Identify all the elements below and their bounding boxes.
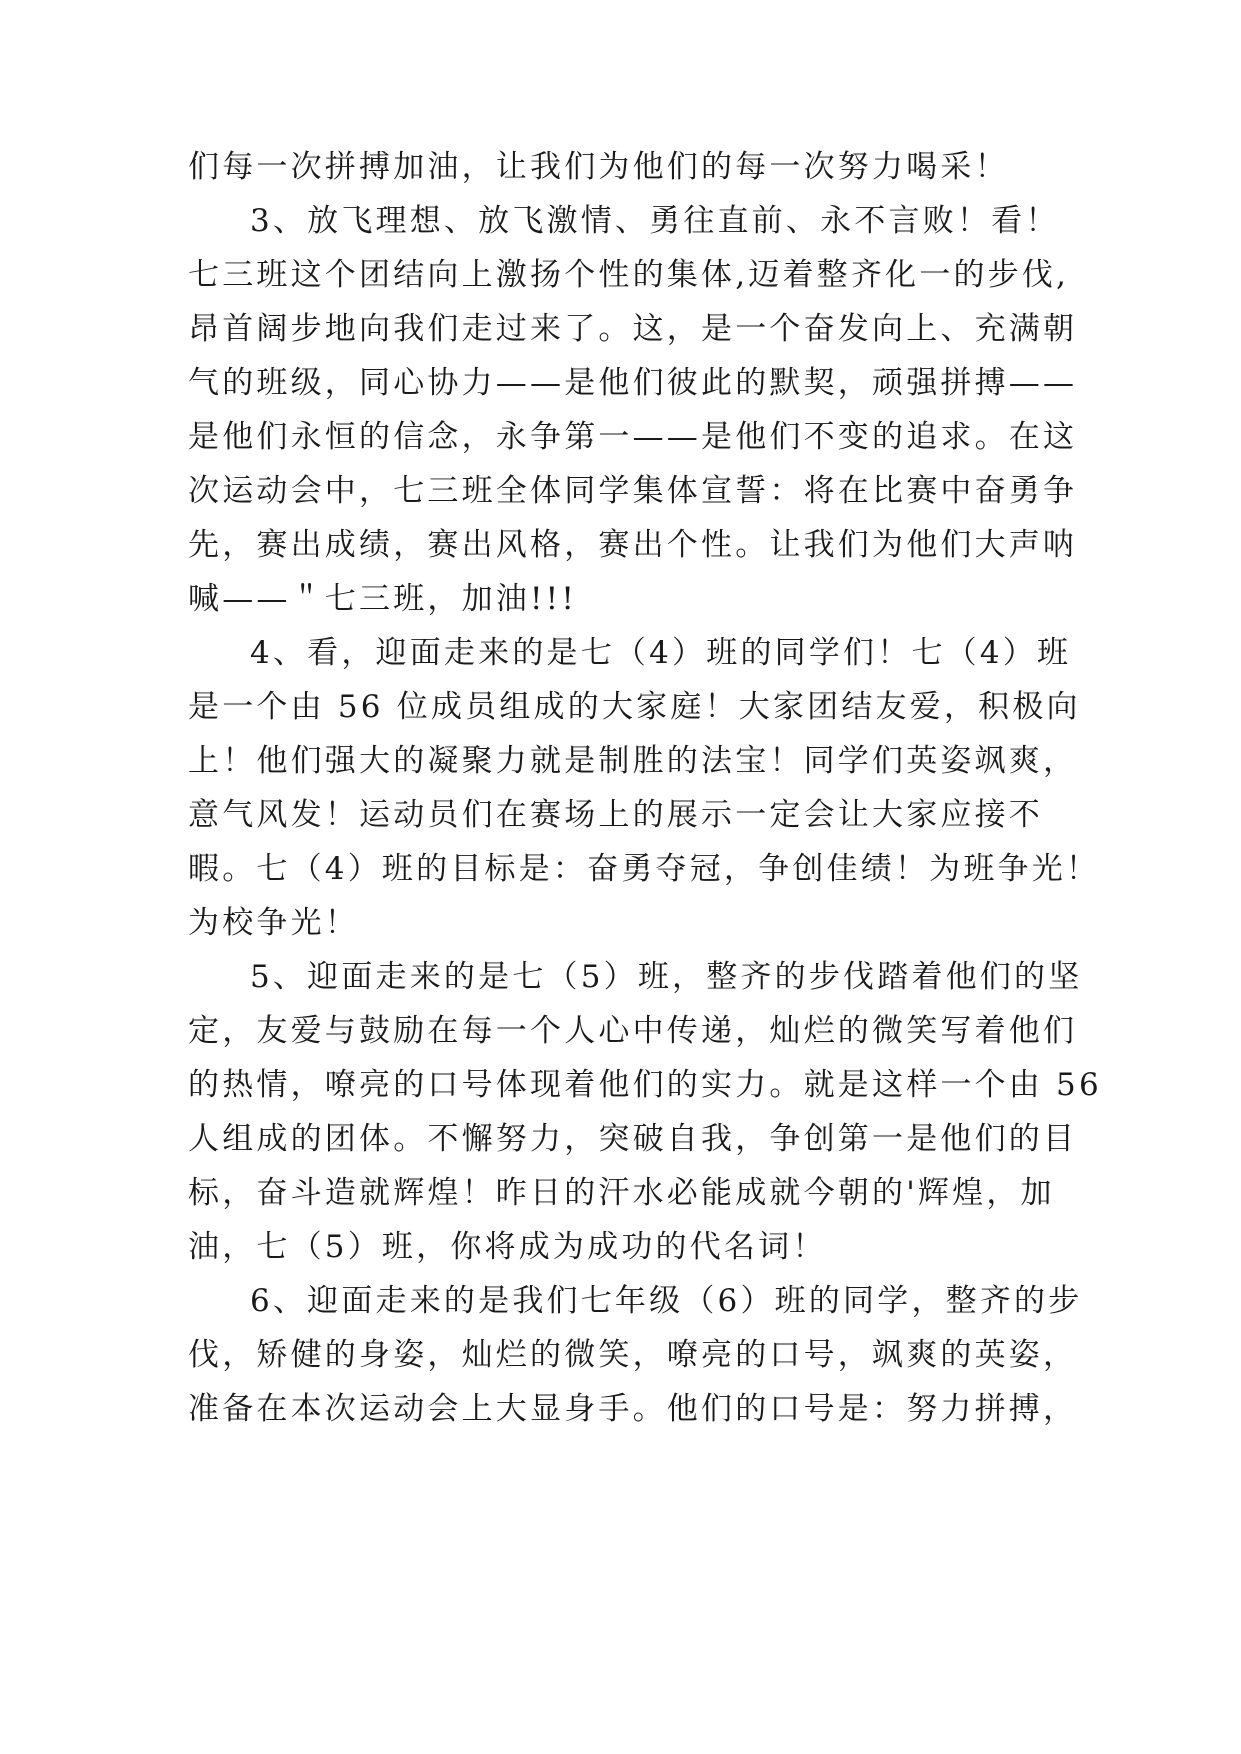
- text-line-8: 先，赛出成绩，赛出风格，赛出个性。让我们为他们大声呐: [188, 527, 1078, 563]
- text-line-18: 的热情，嘹亮的口号体现着他们的实力。就是这样一个由 56: [188, 1067, 1102, 1103]
- text-line-15: 为校争光！: [188, 905, 359, 941]
- text-line-12: 上！他们强大的凝聚力就是制胜的法宝！同学们英姿飒爽，: [188, 743, 1078, 779]
- text-line-23: 伐，矫健的身姿，灿烂的微笑，嘹亮的口号，飒爽的英姿，: [188, 1337, 1078, 1373]
- text-line-19: 人组成的团体。不懈努力，突破自我，争创第一是他们的目: [188, 1121, 1078, 1157]
- text-line-7: 次运动会中，七三班全体同学集体宣誓：将在比赛中奋勇争: [188, 473, 1078, 509]
- text-line-24: 准备在本次运动会上大显身手。他们的口号是：努力拼搏，: [188, 1391, 1078, 1427]
- text-line-13: 意气风发！运动员们在赛场上的展示一定会让大家应接不: [188, 797, 1043, 833]
- text-line-9: 喊——＂七三班，加油!!!: [188, 581, 577, 617]
- text-line-14: 暇。七（4）班的目标是：奋勇夺冠，争创佳绩！为班争光！: [188, 851, 1101, 887]
- text-line-11: 是一个由 56 位成员组成的大家庭！大家团结友爱，积极向: [188, 689, 1081, 725]
- text-line-5: 气的班级，同心协力——是他们彼此的默契，顽强拼搏——: [188, 365, 1078, 401]
- text-line-20: 标，奋斗造就辉煌！昨日的汗水必能成就今朝的'辉煌，加: [188, 1175, 1055, 1211]
- text-line-10: 4、看，迎面走来的是七（4）班的同学们！七（4）班: [250, 635, 1072, 671]
- text-line-16: 5、迎面走来的是七（5）班，整齐的步伐踏着他们的坚: [250, 959, 1083, 995]
- text-line-6: 是他们永恒的信念，永争第一——是他们不变的追求。在这: [188, 419, 1078, 455]
- text-line-1: 们每一次拼搏加油，让我们为他们的每一次努力喝采！: [188, 149, 1009, 185]
- text-line-17: 定，友爱与鼓励在每一个人心中传递，灿烂的微笑写着他们: [188, 1013, 1078, 1049]
- text-line-4: 昂首阔步地向我们走过来了。这，是一个奋发向上、充满朝: [188, 311, 1078, 347]
- text-line-2: 3、放飞理想、放飞激情、勇往直前、永不言败！看！: [250, 203, 1060, 239]
- text-line-21: 油，七（5）班，你将成为成功的代名词！: [188, 1229, 827, 1265]
- text-line-3: 七三班这个团结向上激扬个性的集体,迈着整齐化一的步伐,: [188, 257, 1070, 293]
- text-line-22: 6、迎面走来的是我们七年级（6）班的同学，整齐的步: [250, 1283, 1083, 1319]
